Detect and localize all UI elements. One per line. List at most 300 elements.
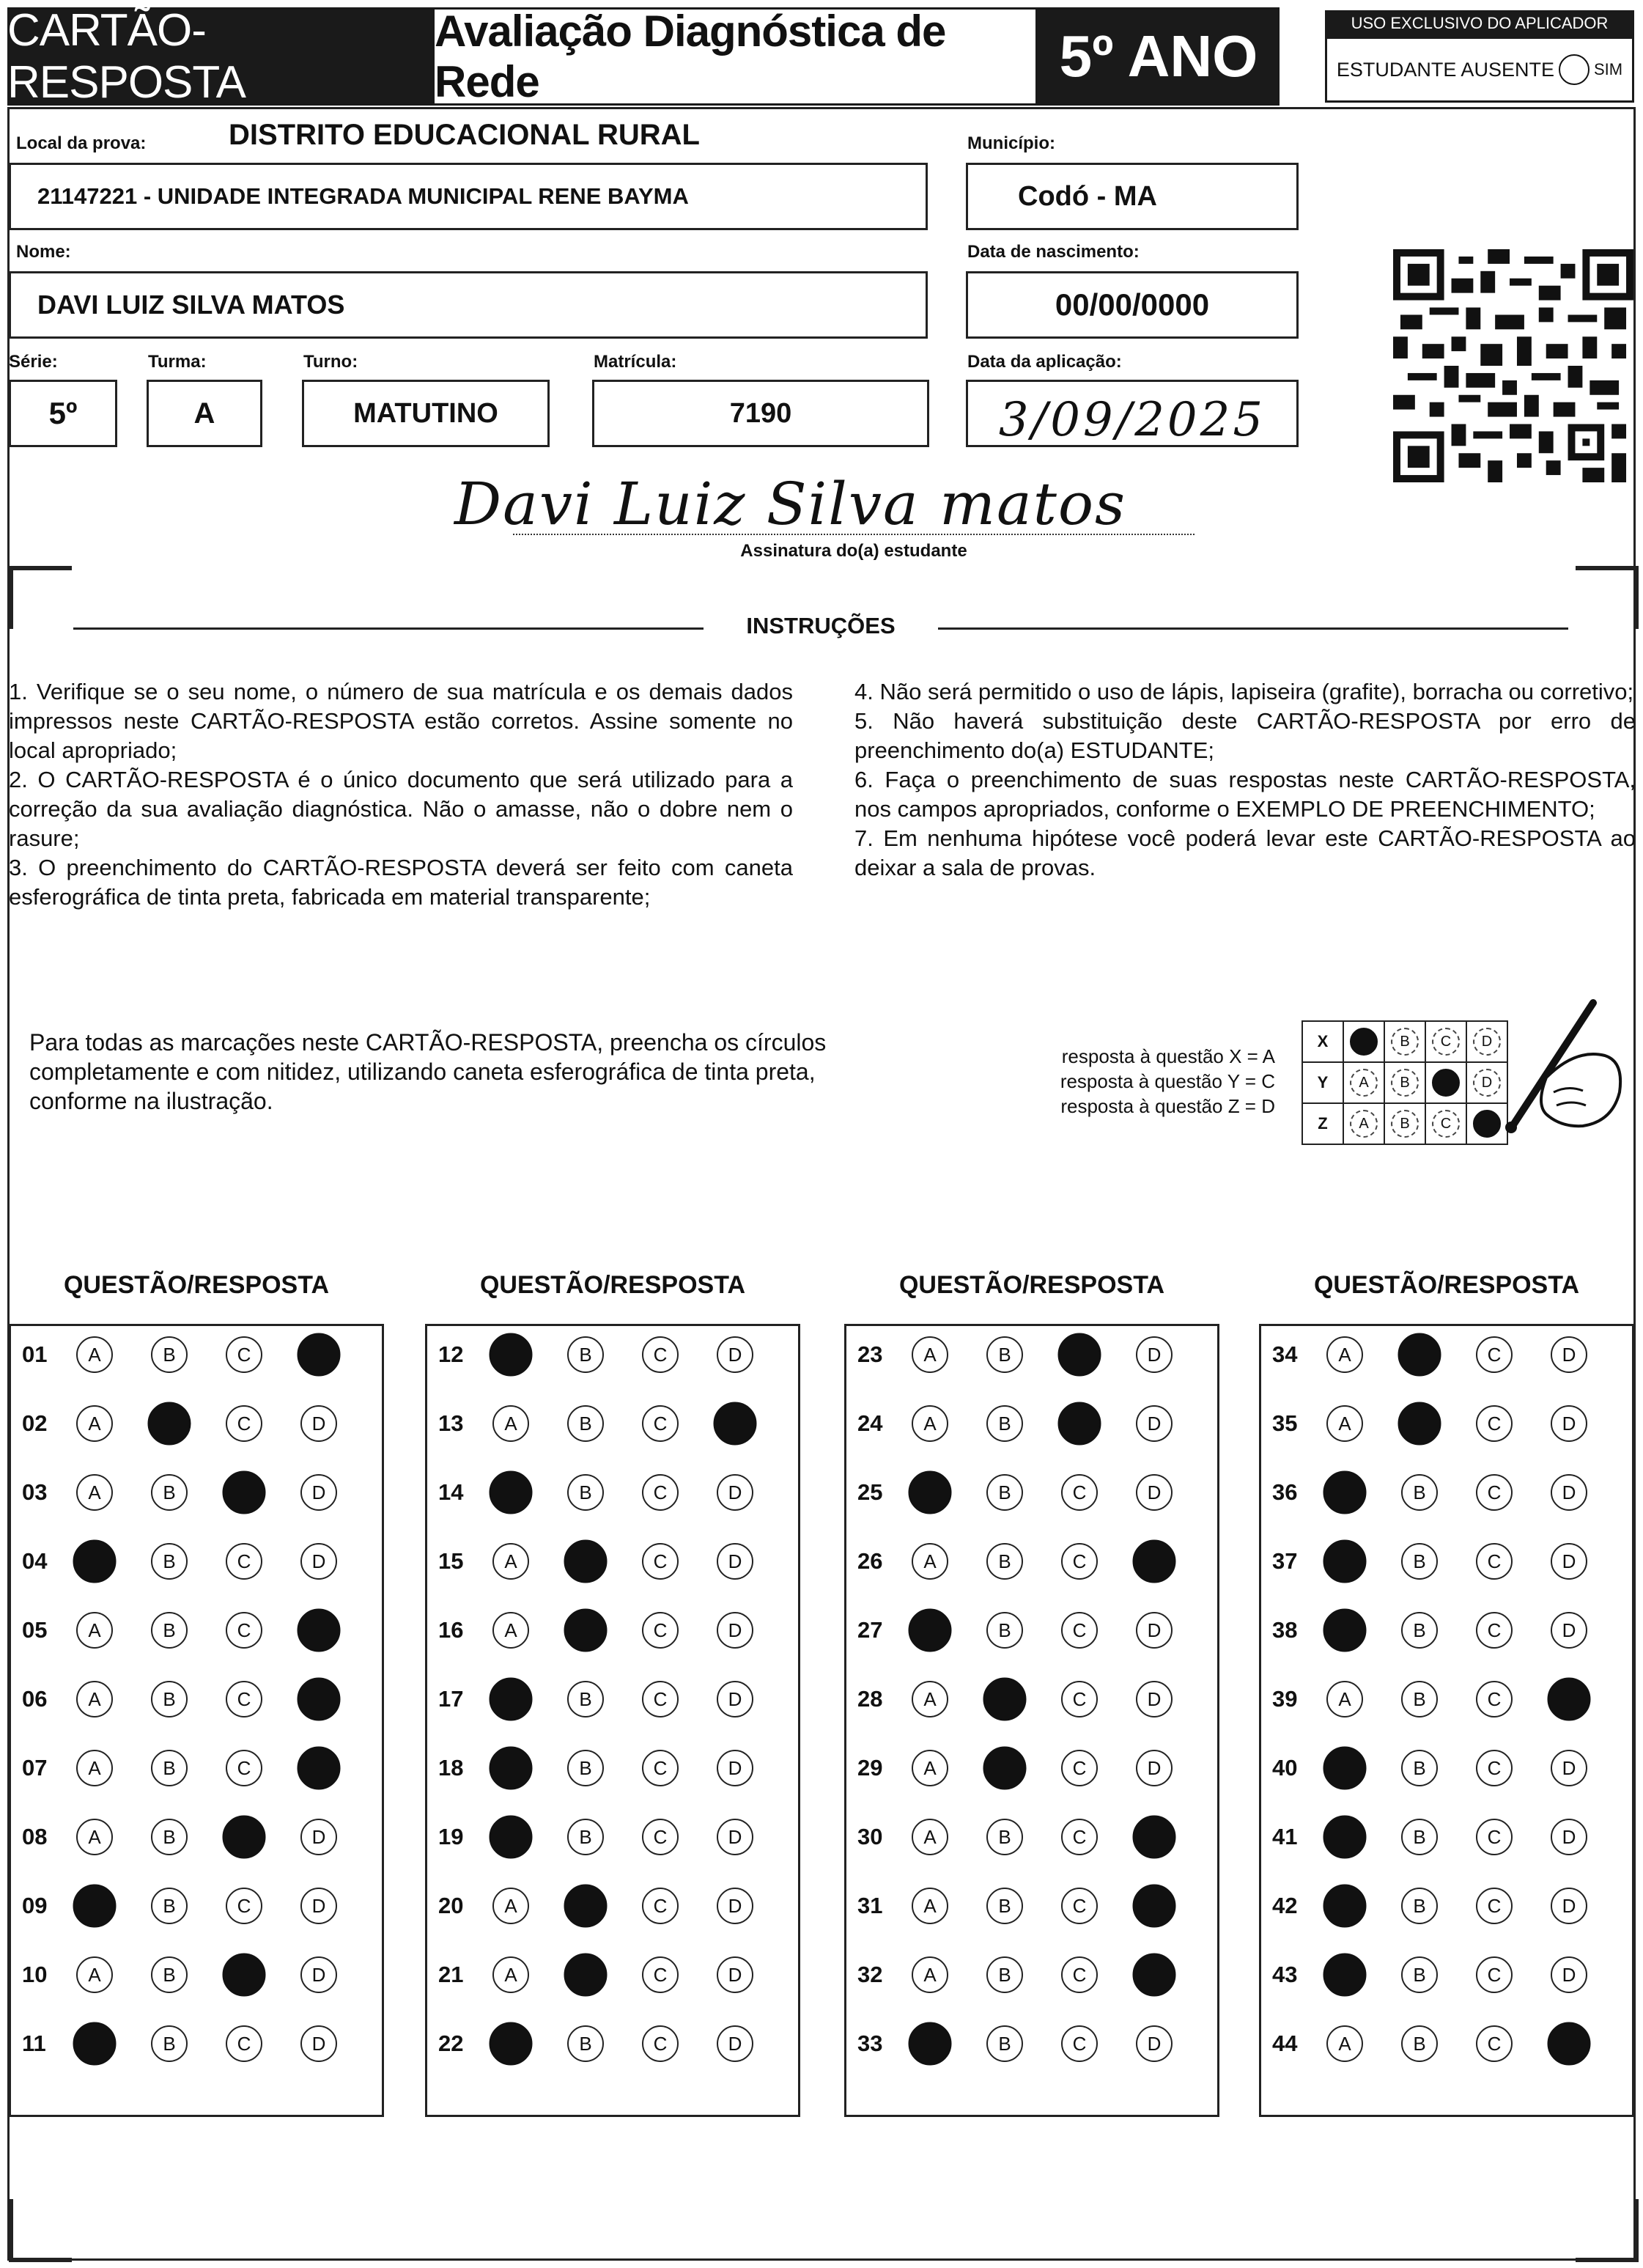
answer-bubble-a[interactable] [1323,1747,1367,1790]
answer-bubble-b[interactable]: B [986,1474,1023,1511]
example-cell [1425,1103,1466,1144]
answer-bubble-a[interactable] [490,1471,533,1514]
answer-bubble-b[interactable]: B [1401,1819,1438,1855]
answer-bubble-d[interactable] [1133,1816,1176,1859]
question-number: 07 [22,1755,48,1781]
answer-bubble-c[interactable]: C [226,1612,262,1649]
answer-bubble-a[interactable]: A [1326,1336,1363,1373]
answer-bubble-b[interactable] [564,1954,608,1997]
answer-bubble-c[interactable]: C [642,2025,679,2062]
question-number: 24 [857,1410,883,1436]
question-row [9,1953,375,1997]
example-cell [1384,1062,1425,1103]
question-row [1259,1539,1625,1583]
signature-line [513,534,1195,535]
question-number: 05 [22,1617,48,1643]
question-row [844,1608,1211,1652]
example-cell [1343,1103,1384,1144]
answer-bubble-b[interactable]: B [567,1819,604,1855]
answer-bubble-c[interactable]: C [226,2025,262,2062]
answer-bubble-d[interactable]: D [717,2025,753,2062]
absent-bubble[interactable] [1559,54,1590,85]
answer-bubble-a[interactable]: A [912,1956,948,1993]
district-name: DISTRITO EDUCACIONAL RURAL [229,119,700,151]
answer-bubble-d[interactable]: D [717,1336,753,1373]
answer-bubble-a[interactable]: A [76,1956,113,1993]
name-label: Nome: [16,242,71,262]
answer-bubble-d[interactable]: D [717,1750,753,1786]
answer-bubble-d[interactable]: D [1136,1336,1173,1373]
corner-mark-top-right [1576,566,1639,629]
example-bubble: B [1391,1110,1419,1138]
answer-bubble-a[interactable]: A [76,1681,113,1717]
answer-bubble-c[interactable]: C [642,1543,679,1580]
question-row [844,2022,1211,2066]
question-row [844,1470,1211,1514]
question-number: 22 [438,2030,464,2056]
example-bubble: D [1473,1028,1501,1056]
answer-bubble-c[interactable]: C [1476,1405,1513,1442]
question-number: 21 [438,1962,464,1987]
answer-bubble-a[interactable]: A [76,1750,113,1786]
answer-bubble-c[interactable]: C [642,1612,679,1649]
answer-bubble-d[interactable]: D [1136,1681,1173,1717]
answer-bubble-d[interactable]: D [1551,1819,1587,1855]
answer-bubble-d[interactable]: D [300,1405,337,1442]
enrollment-label: Matrícula: [594,352,677,372]
answer-bubble-d[interactable]: D [300,1474,337,1511]
answer-bubble-a[interactable]: A [912,1681,948,1717]
answer-bubble-d[interactable]: D [1551,1474,1587,1511]
answer-bubble-c[interactable]: C [1061,1543,1098,1580]
answer-bubble-b[interactable] [564,1540,608,1583]
answer-bubble-c[interactable]: C [1476,1750,1513,1786]
answer-bubble-c[interactable]: C [1061,1474,1098,1511]
answer-bubble-d[interactable] [1133,1540,1176,1583]
answer-bubble-b[interactable]: B [151,1956,188,1993]
question-number: 16 [438,1617,464,1643]
answer-bubble-a[interactable] [490,1678,533,1721]
answer-bubble-c[interactable]: C [1476,1612,1513,1649]
question-number: 12 [438,1341,464,1367]
question-number: 29 [857,1755,883,1781]
question-row [9,1677,375,1721]
answer-bubble-c[interactable]: C [1061,2025,1098,2062]
answer-bubble-a[interactable] [73,1885,117,1928]
answer-bubble-c[interactable]: C [642,1336,679,1373]
answer-bubble-a[interactable]: A [912,1405,948,1442]
answer-bubble-b[interactable]: B [151,2025,188,2062]
answer-bubble-c[interactable] [223,1816,266,1859]
question-row [9,1884,375,1928]
question-row [844,1677,1211,1721]
question-row [9,1608,375,1652]
question-row [9,1815,375,1859]
answer-bubble-d[interactable]: D [1136,1612,1173,1649]
question-number: 26 [857,1548,883,1574]
student-signature: Davi Luiz Silva matos [454,470,1127,538]
answer-bubble-a[interactable]: A [492,1543,529,1580]
answer-bubble-d[interactable]: D [717,1543,753,1580]
answer-bubble-a[interactable] [73,2022,117,2066]
answer-bubble-d[interactable]: D [717,1819,753,1855]
answer-bubble-a[interactable] [1323,1885,1367,1928]
answer-bubble-a[interactable]: A [1326,2025,1363,2062]
question-row [1259,1746,1625,1790]
question-number: 42 [1272,1893,1298,1918]
answer-bubble-d[interactable] [1133,1954,1176,1997]
answer-bubble-c[interactable]: C [1061,1681,1098,1717]
question-number: 01 [22,1341,48,1367]
answer-bubble-d[interactable]: D [1551,1543,1587,1580]
answer-bubble-d[interactable]: D [1551,1750,1587,1786]
example-bubble: C [1432,1028,1460,1056]
enrollment-field [592,380,929,447]
question-number: 39 [1272,1686,1298,1712]
answer-bubble-d[interactable]: D [1136,1750,1173,1786]
question-number: 37 [1272,1548,1298,1574]
exam-location-label: Local da prova: [16,133,147,153]
answer-bubble-d[interactable]: D [1136,1405,1173,1442]
student-name: DAVI LUIZ SILVA MATOS [37,290,345,320]
answer-bubble-c[interactable]: C [226,1336,262,1373]
answer-bubble-c[interactable]: C [1476,1336,1513,1373]
instructions-left: 1. Verifique se o seu nome, o número de sua matrícula e os demais dados impressos neste CARTÃO-RESPOSTA estão corretos. Assine somente no local apropriado; 2. O CARTÃO-RESPOSTA é o único documento que será utilizado para a correção da sua avaliação diagnóstica. Não o amasse, não o dobre nem o rasure; 3. O preenchimento do CARTÃO-RESPOSTA deverá ser feito com caneta esferográfica de tinta preta, fabricada em material transparente; [9,679,793,910]
question-number: 14 [438,1479,464,1505]
answer-bubble-b[interactable]: B [567,2025,604,2062]
answer-bubble-b[interactable]: B [151,1888,188,1924]
answer-bubble-a[interactable]: A [492,1888,529,1924]
answer-bubble-a[interactable]: A [1326,1405,1363,1442]
answer-bubble-c[interactable]: C [1061,1612,1098,1649]
answer-bubble-b[interactable]: B [1401,1474,1438,1511]
answer-bubble-b[interactable]: B [986,1405,1023,1442]
answer-bubble-b[interactable]: B [1401,2025,1438,2062]
answer-bubble-d[interactable] [298,1609,341,1652]
answer-bubble-c[interactable] [223,1954,266,1997]
answer-bubble-a[interactable] [1323,1471,1367,1514]
example-cell [1425,1062,1466,1103]
answer-bubble-b[interactable]: B [567,1681,604,1717]
answer-bubble-b[interactable] [1398,1333,1441,1377]
answer-bubble-b[interactable]: B [1401,1956,1438,1993]
answer-bubble-b[interactable]: B [151,1681,188,1717]
answer-bubble-a[interactable]: A [76,1612,113,1649]
pen-hand-icon [1495,997,1627,1144]
question-number: 20 [438,1893,464,1918]
answer-bubble-d[interactable]: D [717,1888,753,1924]
question-number: 33 [857,2030,883,2056]
answer-bubble-d[interactable] [298,1747,341,1790]
answer-bubble-b[interactable]: B [567,1336,604,1373]
question-row [1259,1470,1625,1514]
answer-bubble-d[interactable]: D [1136,1474,1173,1511]
question-row [425,1470,791,1514]
grade-badge: 5º ANO [1038,7,1280,106]
answer-bubble-c[interactable] [1058,1402,1101,1446]
answer-bubble-d[interactable]: D [300,1888,337,1924]
answer-bubble-c[interactable]: C [226,1681,262,1717]
class-field [147,380,262,447]
answer-bubble-a[interactable]: A [76,1336,113,1373]
answer-bubble-d[interactable]: D [717,1612,753,1649]
example-cell [1384,1021,1425,1062]
instructions-right: 4. Não será permitido o uso de lápis, lapiseira (grafite), borracha ou corretivo; 5. Não haverá substituição deste CARTÃO-RESPOSTA por erro de preenchimento do(a) ESTUDANTE; 6. Faça o preenchimento de suas respostas neste CARTÃO-RESPOSTA, nos campos apropriados, conforme o EXEMPLO DE PREENCHIMENTO; 7. Em nenhuma hipótese você poderá levar este CARTÃO-RESPOSTA ao deixar a sala de provas. [854,679,1636,880]
answer-bubble-b[interactable]: B [986,2025,1023,2062]
question-number: 02 [22,1410,48,1436]
answer-bubble-d[interactable] [298,1678,341,1721]
answer-bubble-c[interactable]: C [226,1888,262,1924]
card-title: CARTÃO-RESPOSTA [7,7,432,106]
answer-bubble-a[interactable] [490,2022,533,2066]
answer-bubble-c[interactable]: C [1476,2025,1513,2062]
question-number: 13 [438,1410,464,1436]
exclusive-use-label: USO EXCLUSIVO DO APLICADOR [1325,10,1634,37]
answer-bubble-c[interactable]: C [642,1474,679,1511]
answer-column-title: QUESTÃO/RESPOSTA [63,1271,330,1299]
answer-bubble-b[interactable]: B [151,1336,188,1373]
answer-bubble-d[interactable]: D [1551,1336,1587,1373]
answer-bubble-c[interactable]: C [642,1750,679,1786]
municipality-field [966,163,1299,230]
question-row [425,1953,791,1997]
answer-bubble-d[interactable]: D [717,1681,753,1717]
answer-bubble-b[interactable]: B [151,1819,188,1855]
instructions-title: INSTRUÇÕES [704,613,938,639]
corner-mark-bottom-left [9,2199,72,2262]
answer-bubble-b[interactable] [1398,1402,1441,1446]
answer-bubble-b[interactable]: B [1401,1612,1438,1649]
example-row-label: Z [1302,1103,1343,1144]
answer-bubble-d[interactable]: D [1551,1405,1587,1442]
answer-bubble-c[interactable]: C [1061,1956,1098,1993]
series-field [9,380,117,447]
answer-bubble-b[interactable]: B [986,1612,1023,1649]
answer-bubble-a[interactable] [490,1747,533,1790]
answer-bubble-d[interactable]: D [300,1543,337,1580]
question-row [1259,1333,1625,1377]
question-number: 04 [22,1548,48,1574]
question-number: 44 [1272,2030,1298,2056]
answer-bubble-d[interactable] [1548,2022,1591,2066]
answer-bubble-b[interactable]: B [151,1750,188,1786]
corner-mark-top-left [9,566,72,629]
answer-bubble-a[interactable] [490,1333,533,1377]
answer-bubble-c[interactable]: C [642,1405,679,1442]
question-number: 25 [857,1479,883,1505]
answer-bubble-b[interactable] [983,1747,1027,1790]
answer-bubble-a[interactable] [909,1471,952,1514]
question-number: 43 [1272,1962,1298,1987]
answer-bubble-a[interactable] [1323,1954,1367,1997]
municipality-label: Município: [967,133,1055,153]
answer-bubble-a[interactable] [909,2022,952,2066]
answer-bubble-b[interactable]: B [1401,1888,1438,1924]
answer-bubble-c[interactable]: C [1061,1819,1098,1855]
answer-bubble-d[interactable]: D [1136,2025,1173,2062]
question-row [1259,1815,1625,1859]
answer-bubble-c[interactable]: C [642,1819,679,1855]
answer-column-title: QUESTÃO/RESPOSTA [1313,1271,1580,1299]
answer-bubble-c[interactable]: C [642,1956,679,1993]
answer-bubble-b[interactable]: B [151,1612,188,1649]
example-bubble: C [1432,1110,1460,1138]
answer-bubble-d[interactable]: D [300,1819,337,1855]
question-number: 38 [1272,1617,1298,1643]
answer-bubble-d[interactable]: D [1551,1888,1587,1924]
corner-mark-bottom-right [1576,2199,1639,2262]
answer-bubble-a[interactable] [1323,1609,1367,1652]
question-number: 03 [22,1479,48,1505]
answer-bubble-b[interactable]: B [567,1405,604,1442]
answer-bubble-d[interactable]: D [300,1956,337,1993]
question-row [844,1815,1211,1859]
answer-bubble-a[interactable]: A [76,1405,113,1442]
question-row [9,1402,375,1446]
question-number: 06 [22,1686,48,1712]
answer-bubble-c[interactable]: C [642,1888,679,1924]
question-row [9,1539,375,1583]
answer-bubble-c[interactable]: C [1476,1819,1513,1855]
answer-bubble-a[interactable]: A [912,1888,948,1924]
answer-bubble-b[interactable]: B [151,1543,188,1580]
answer-bubble-c[interactable]: C [1476,1543,1513,1580]
answer-bubble-c[interactable]: C [1476,1474,1513,1511]
answer-bubble-a[interactable]: A [912,1543,948,1580]
example-cell [1384,1103,1425,1144]
example-bubble [1350,1028,1378,1056]
question-row [844,1746,1211,1790]
example-legend [1033,1044,1275,1119]
answer-bubble-d[interactable]: D [717,1956,753,1993]
example-bubble [1432,1069,1460,1097]
answer-bubble-a[interactable]: A [76,1474,113,1511]
question-number: 28 [857,1686,883,1712]
answer-bubble-a[interactable] [1323,1540,1367,1583]
answer-bubble-d[interactable] [1548,1678,1591,1721]
class-label: Turma: [148,352,207,372]
example-bubble: D [1473,1069,1501,1097]
answer-bubble-b[interactable]: B [151,1474,188,1511]
answer-bubble-b[interactable]: B [986,1819,1023,1855]
application-date-field [966,380,1299,447]
question-number: 08 [22,1824,48,1849]
answer-bubble-c[interactable]: C [226,1750,262,1786]
example-row-label: Y [1302,1062,1343,1103]
question-row [1259,1884,1625,1928]
question-row [425,2022,791,2066]
answer-bubble-d[interactable]: D [1551,1612,1587,1649]
absent-label: ESTUDANTE AUSENTE [1336,58,1554,81]
answer-bubble-d[interactable]: D [300,2025,337,2062]
answer-bubble-c[interactable]: C [642,1681,679,1717]
answer-bubble-a[interactable]: A [76,1819,113,1855]
answer-column-title: QUESTÃO/RESPOSTA [898,1271,1165,1299]
answer-bubble-b[interactable]: B [1401,1543,1438,1580]
answer-bubble-d[interactable] [298,1333,341,1377]
school-field [9,163,928,230]
answer-bubble-a[interactable]: A [912,1750,948,1786]
question-row [1259,1677,1625,1721]
answer-bubble-a[interactable]: A [1326,1681,1363,1717]
answer-bubble-b[interactable]: B [567,1750,604,1786]
absent-option: SIM [1593,60,1623,78]
answer-bubble-b[interactable] [564,1885,608,1928]
answer-bubble-a[interactable] [73,1540,117,1583]
answer-bubble-a[interactable] [1323,1816,1367,1859]
signature-label: Assinatura do(a) estudante [740,541,967,561]
question-number: 15 [438,1548,464,1574]
answer-bubble-c[interactable]: C [1061,1750,1098,1786]
answer-bubble-a[interactable]: A [912,1336,948,1373]
answer-bubble-a[interactable]: A [492,1405,529,1442]
answer-bubble-b[interactable] [148,1402,191,1446]
answer-bubble-a[interactable] [490,1816,533,1859]
answer-bubble-a[interactable] [909,1609,952,1652]
answer-bubble-b[interactable] [983,1678,1027,1721]
answer-bubble-c[interactable]: C [226,1543,262,1580]
question-row [9,1470,375,1514]
answer-bubble-c[interactable] [1058,1333,1101,1377]
shift-label: Turno: [303,352,358,372]
question-number: 23 [857,1341,883,1367]
answer-bubble-c[interactable]: C [1476,1888,1513,1924]
question-row [425,1815,791,1859]
answer-bubble-b[interactable]: B [1401,1750,1438,1786]
answer-bubble-b[interactable]: B [986,1543,1023,1580]
question-number: 10 [22,1962,48,1987]
answer-bubble-a[interactable]: A [492,1612,529,1649]
example-legend-item: resposta à questão Z = D [1060,1095,1275,1117]
answer-bubble-d[interactable]: D [1551,1956,1587,1993]
shift-field [302,380,550,447]
question-row [425,1608,791,1652]
answer-bubble-a[interactable]: A [912,1819,948,1855]
example-text: Para todas as marcações neste CARTÃO-RESPOSTA, preencha os círculos completamente e com nitidez, utilizando caneta esferográfica de tinta preta, conforme na ilustração. [29,1029,827,1114]
example-row [1302,1021,1507,1062]
answer-bubble-c[interactable]: C [1061,1888,1098,1924]
answer-bubble-c[interactable]: C [226,1405,262,1442]
question-row [425,1677,791,1721]
answer-bubble-a[interactable]: A [492,1956,529,1993]
answer-bubble-b[interactable]: B [1401,1681,1438,1717]
question-row [1259,1608,1625,1652]
answer-bubble-b[interactable]: B [986,1956,1023,1993]
answer-bubble-b[interactable]: B [986,1336,1023,1373]
question-row [425,1884,791,1928]
municipality-value: Codó - MA [1018,180,1157,212]
birth-date-value: 00/00/0000 [1055,287,1210,322]
answer-bubble-d[interactable] [714,1402,757,1446]
question-row [1259,1402,1625,1446]
answer-bubble-d[interactable]: D [717,1474,753,1511]
answer-bubble-b[interactable] [564,1609,608,1652]
answer-bubble-c[interactable]: C [1476,1681,1513,1717]
answer-bubble-c[interactable]: C [1476,1956,1513,1993]
example-bubble: A [1350,1110,1378,1138]
assessment-title: Avaliação Diagnóstica de Rede [432,7,1038,106]
answer-bubble-c[interactable] [223,1471,266,1514]
enrollment-value: 7190 [729,397,792,429]
answer-bubble-b[interactable]: B [986,1888,1023,1924]
answer-bubble-b[interactable]: B [567,1474,604,1511]
question-number: 30 [857,1824,883,1849]
example-row [1302,1062,1507,1103]
example-row-label: X [1302,1021,1343,1062]
question-number: 27 [857,1617,883,1643]
question-row [425,1333,791,1377]
answer-bubble-d[interactable] [1133,1885,1176,1928]
